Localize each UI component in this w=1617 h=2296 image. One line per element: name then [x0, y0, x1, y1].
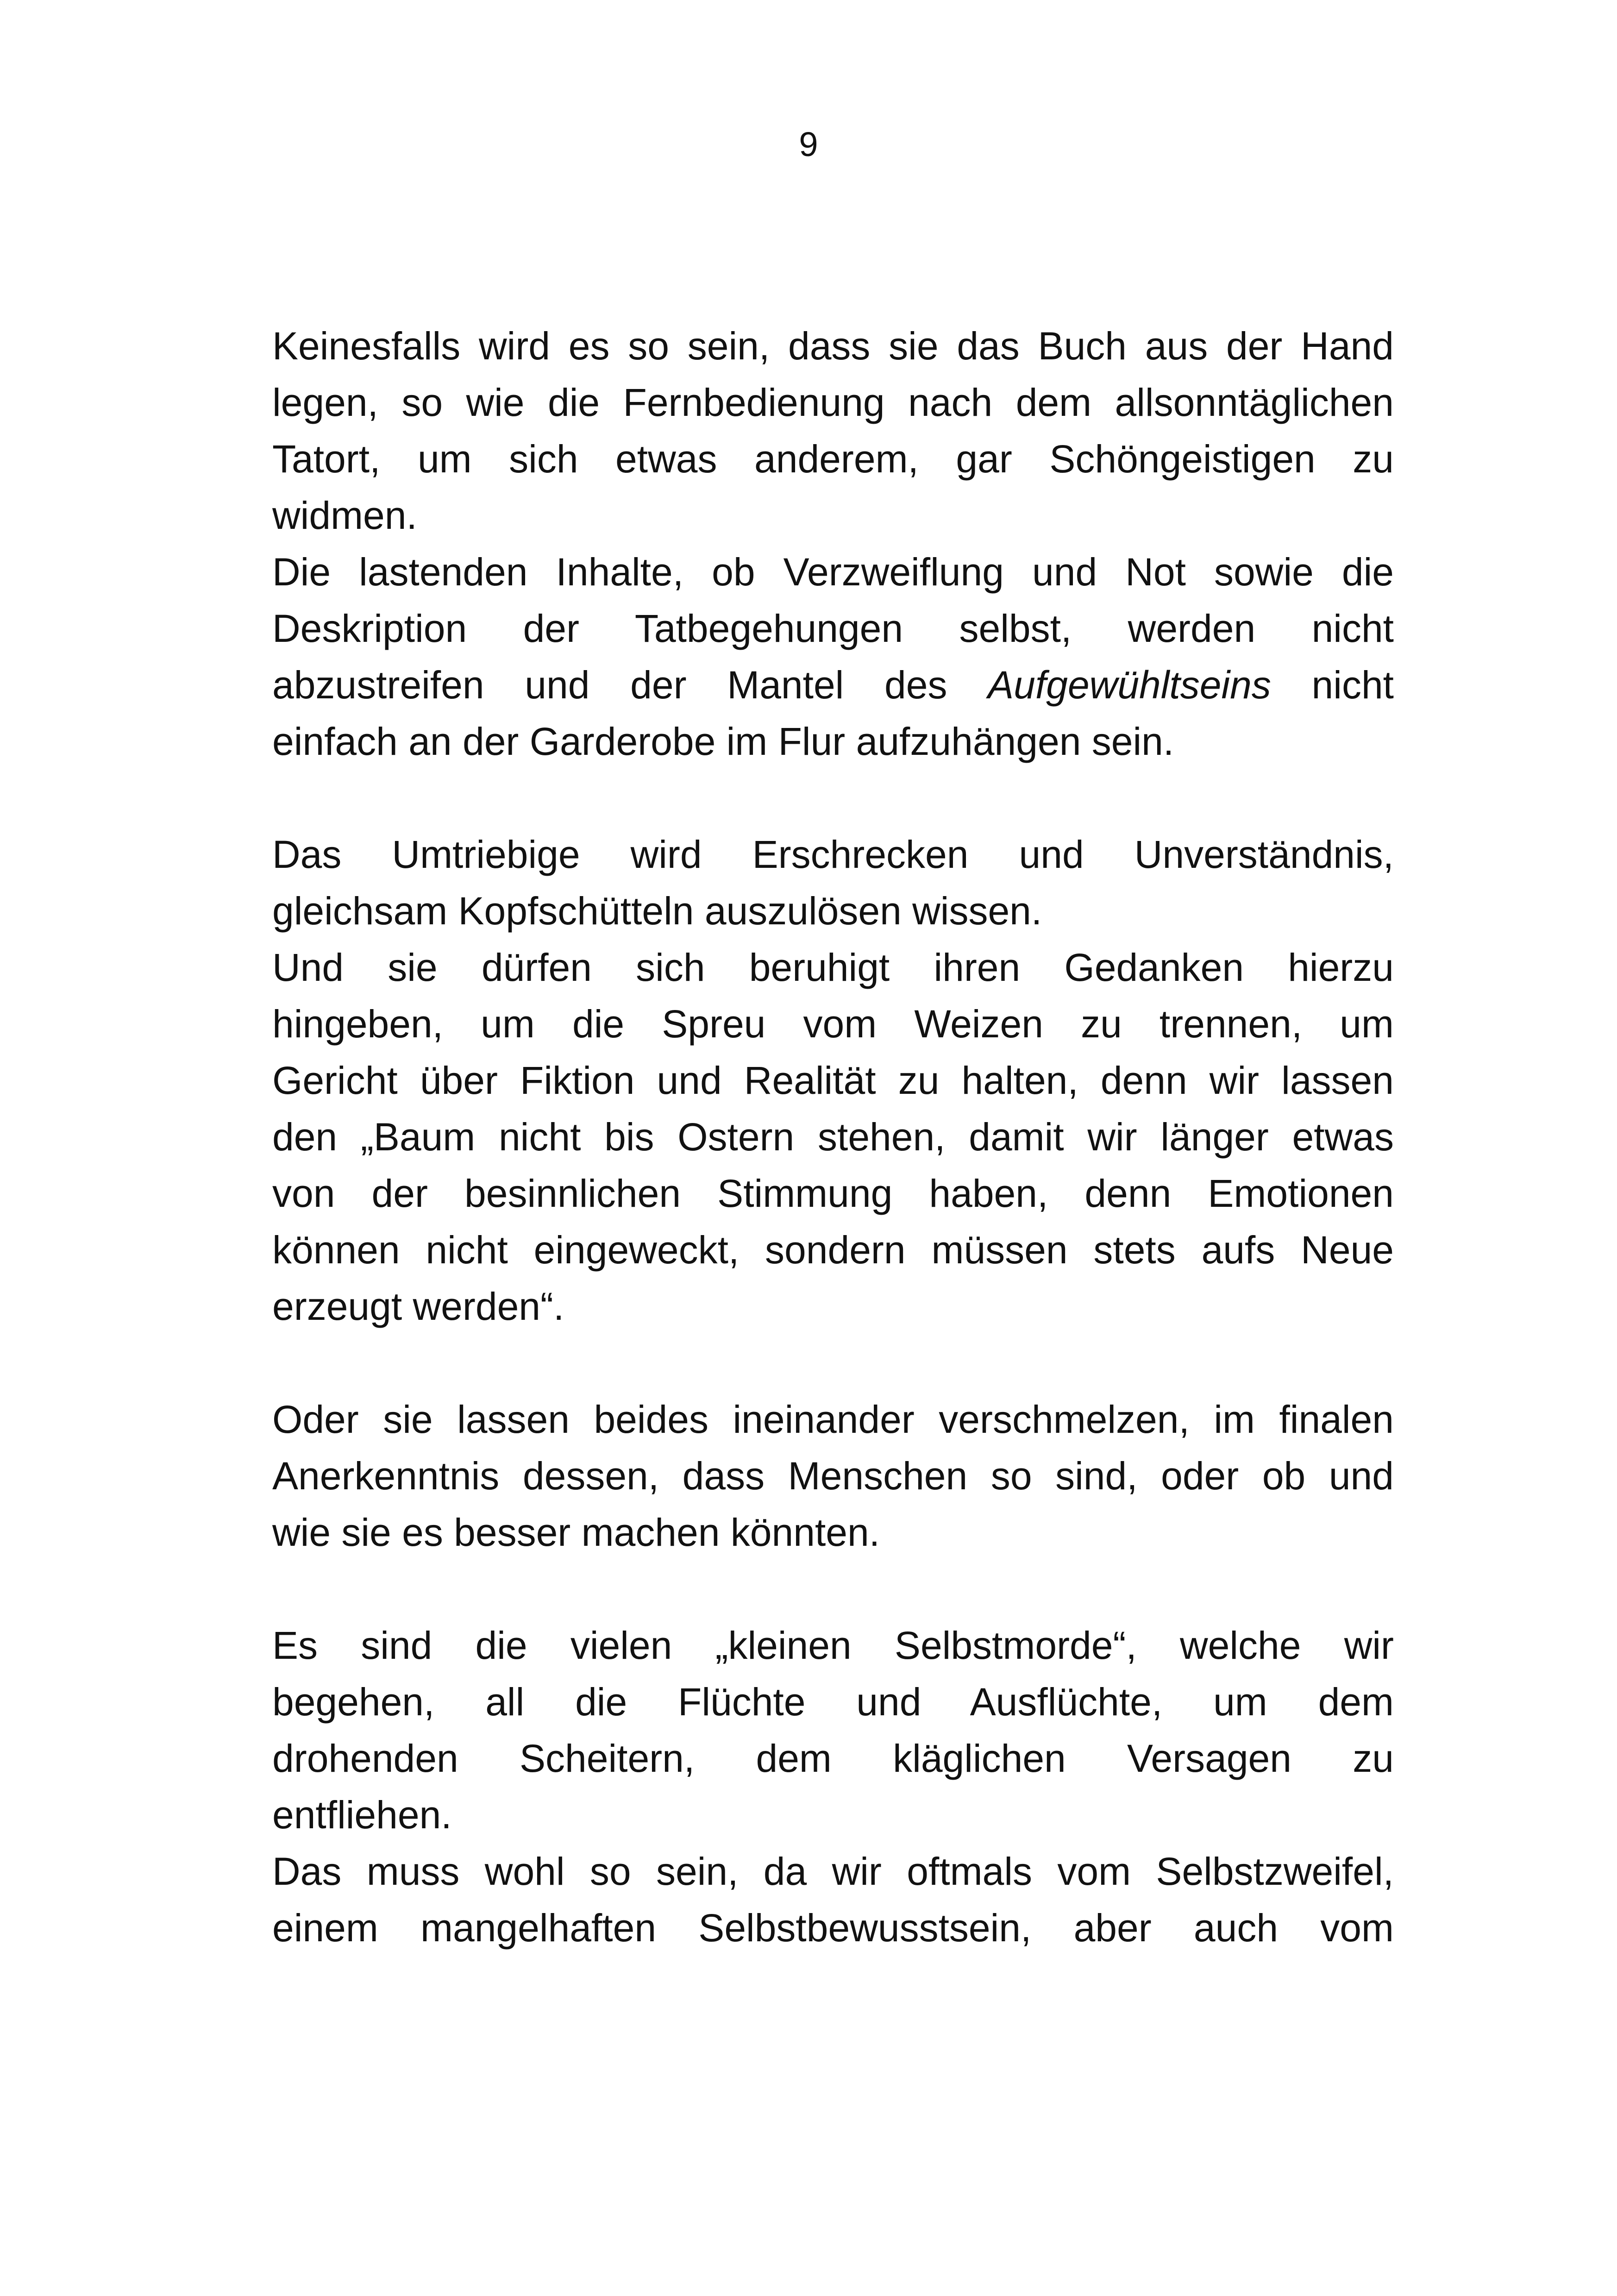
text-line: können nicht eingeweckt, sondern müssen stets aufs Neue: [272, 1228, 1394, 1272]
paragraph-gap: [272, 770, 1394, 826]
text-line: Gericht über Fiktion und Realität zu halten, denn wir lassen: [272, 1059, 1394, 1102]
text-line: drohenden Scheitern, dem kläglichen Versagen zu: [272, 1737, 1394, 1780]
paragraph-gap: [272, 1561, 1394, 1617]
text-line: entfliehen.: [272, 1793, 452, 1837]
text-line: wie sie es besser machen könnten.: [272, 1511, 880, 1554]
text-line: Deskription der Tatbegehungen selbst, werden nicht: [272, 607, 1394, 650]
text-line: Oder sie lassen beides ineinander verschmelzen, im finalen: [272, 1398, 1394, 1441]
text-line: begehen, all die Flüchte und Ausflüchte, um dem: [272, 1680, 1394, 1724]
text-line: einfach an der Garderobe im Flur aufzuhängen sein.: [272, 720, 1174, 763]
text-line: hingeben, um die Spreu vom Weizen zu trennen, um: [272, 1002, 1394, 1046]
text-line: gleichsam Kopfschütteln auszulösen wissen.: [272, 889, 1042, 933]
text-line: erzeugt werden“.: [272, 1285, 564, 1328]
text-line: einem mangelhaften Selbstbewusstsein, aber auch vom: [272, 1906, 1394, 1950]
text-line: Und sie dürfen sich beruhigt ihren Gedanken hierzu: [272, 946, 1394, 989]
text-line: Das Umtriebige wird Erschrecken und Unverständnis,: [272, 833, 1394, 876]
text-line: legen, so wie die Fernbedienung nach dem allsonntäglichen: [272, 381, 1394, 424]
text-line: von der besinnlichen Stimmung haben, denn Emotionen: [272, 1172, 1394, 1215]
page-number: 9: [799, 125, 818, 163]
text-line: Die lastenden Inhalte, ob Verzweiflung und Not sowie die: [272, 550, 1394, 594]
text-segment: nicht: [1271, 663, 1394, 707]
text-line: Tatort, um sich etwas anderem, gar Schöngeistigen zu: [272, 437, 1394, 481]
text-line: Keinesfalls wird es so sein, dass sie das Buch aus der Hand: [272, 324, 1394, 368]
text-line: Anerkenntnis dessen, dass Menschen so sind, oder ob und: [272, 1454, 1394, 1498]
text-line: den „Baum nicht bis Ostern stehen, damit wir länger etwas: [272, 1115, 1394, 1159]
paragraph-gap: [272, 1335, 1394, 1391]
text-line: Das muss wohl so sein, da wir oftmals vom Selbstzweifel,: [272, 1850, 1394, 1893]
emphasized-word: Aufgewühltseins: [988, 663, 1271, 707]
text-segment: abzustreifen und der Mantel des: [272, 663, 988, 707]
text-line: widmen.: [272, 494, 417, 537]
body-text: [272, 318, 1394, 1956]
text-line-with-emphasis: [272, 657, 1394, 713]
text-line: Es sind die vielen „kleinen Selbstmorde“, welche wir: [272, 1624, 1394, 1667]
